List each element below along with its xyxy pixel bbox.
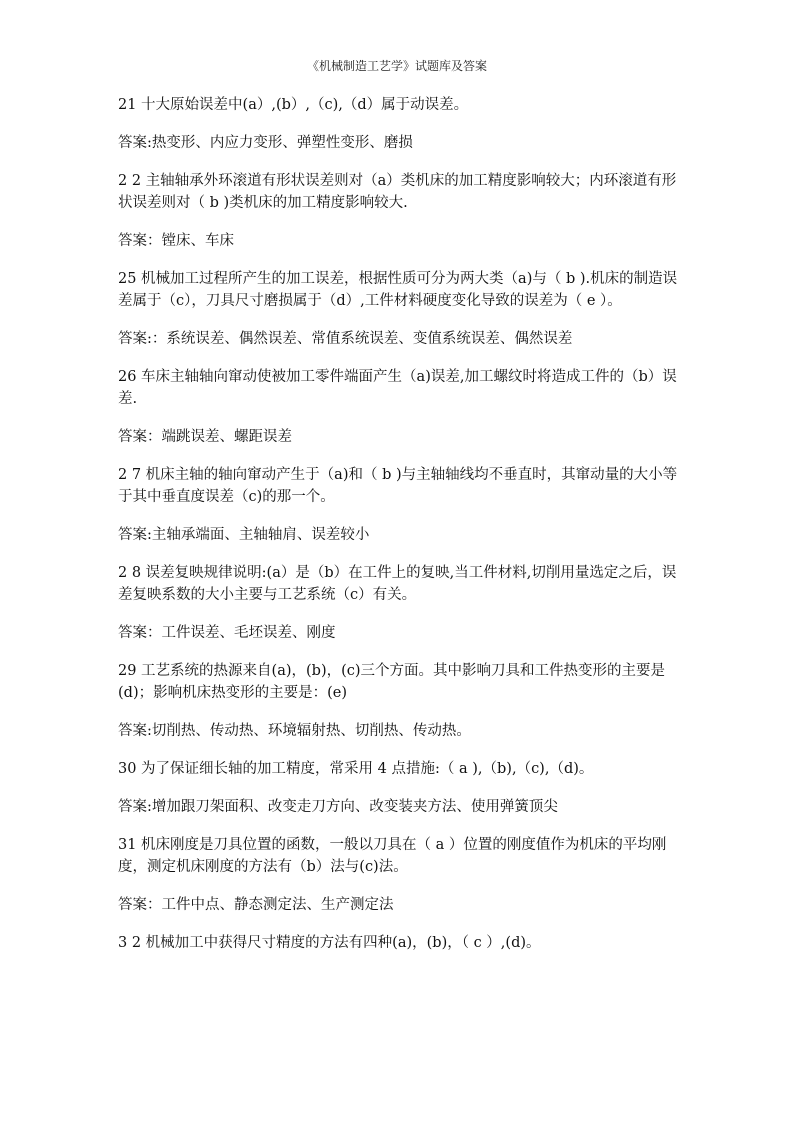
question-text: 3 2 机械加工中获得尺寸精度的方法有四种(a)，(b)，（ c ）,(d)。 <box>118 935 541 951</box>
answer-text: 答案：镗床、车床 <box>118 233 234 249</box>
answer-text: 答案:热变形、内应力变形、弹塑性变形、磨损 <box>118 135 413 151</box>
question-text: 29 工艺系统的热源来自(a)，(b)，(c)三个方面。其中影响刀具和工件热变形的主要是(d)；影响机床热变形的主要是：(e) <box>118 663 666 701</box>
answer-text: 答案:切削热、传动热、环境辐射热、切削热、传动热。 <box>118 723 471 739</box>
question-list <box>118 94 684 970</box>
answer-text: 答案:：系统误差、偶然误差、常值系统误差、变值系统误差、偶然误差 <box>118 331 573 347</box>
answer-text: 答案：工件中点、静态测定法、生产测定法 <box>118 897 394 913</box>
answer-text: 答案：端跳误差、螺距误差 <box>118 429 292 445</box>
question-text: 2 2 主轴轴承外环滚道有形状误差则对（a）类机床的加工精度影响较大；内环滚道有形状误差则对（ b )类机床的加工精度影响较大. <box>118 173 677 211</box>
question-text: 2 7 机床主轴的轴向窜动产生于（a)和（ b )与主轴轴线均不垂直时，其窜动量的大小等于其中垂直度误差（c)的那一个。 <box>118 467 678 505</box>
question-text: 25 机械加工过程所产生的加工误差，根据性质可分为两大类（a)与（ b ).机床的制造误差属于（c），刀具尺寸磨损属于（d）,工件材料硬度变化导致的误差为（ e ）。 <box>118 271 678 309</box>
question-text: 21 十大原始误差中(a）,(b）,（c),（d）属于动误差。 <box>118 97 469 113</box>
question-item-21 <box>118 94 684 154</box>
question-item-30 <box>118 758 684 818</box>
question-item-32 <box>118 932 684 954</box>
question-item-26 <box>118 366 684 448</box>
question-item-25 <box>118 268 684 350</box>
question-item-29 <box>118 660 684 742</box>
question-text: 30 为了保证细长轴的加工精度，常采用 4 点措施:（ a ),（b),（c),（d)。 <box>118 761 594 777</box>
question-text: 2 8 误差复映规律说明:(a）是（b）在工件上的复映,当工件材料,切削用量选定之后，误差复映系数的大小主要与工艺系统（c）有关。 <box>118 565 677 603</box>
answer-text: 答案：工件误差、毛坯误差、刚度 <box>118 625 336 641</box>
answer-text: 答案:增加跟刀架面积、改变走刀方向、改变装夹方法、使用弹簧顶尖 <box>118 799 558 815</box>
question-item-28 <box>118 562 684 644</box>
question-item-22 <box>118 170 684 252</box>
question-item-27 <box>118 464 684 546</box>
page-header: 《机械制造工艺学》试题库及答案 <box>306 59 487 73</box>
question-text: 26 车床主轴轴向窜动使被加工零件端面产生（a)误差,加工螺纹时将造成工件的（b）误差. <box>118 369 677 407</box>
question-item-31 <box>118 834 684 916</box>
question-text: 31 机床刚度是刀具位置的函数，一般以刀具在（ a ）位置的刚度值作为机床的平均刚度，测定机床刚度的方法有（b）法与(c)法。 <box>118 837 667 875</box>
answer-text: 答案:主轴承端面、主轴轴肩、误差较小 <box>118 527 370 543</box>
